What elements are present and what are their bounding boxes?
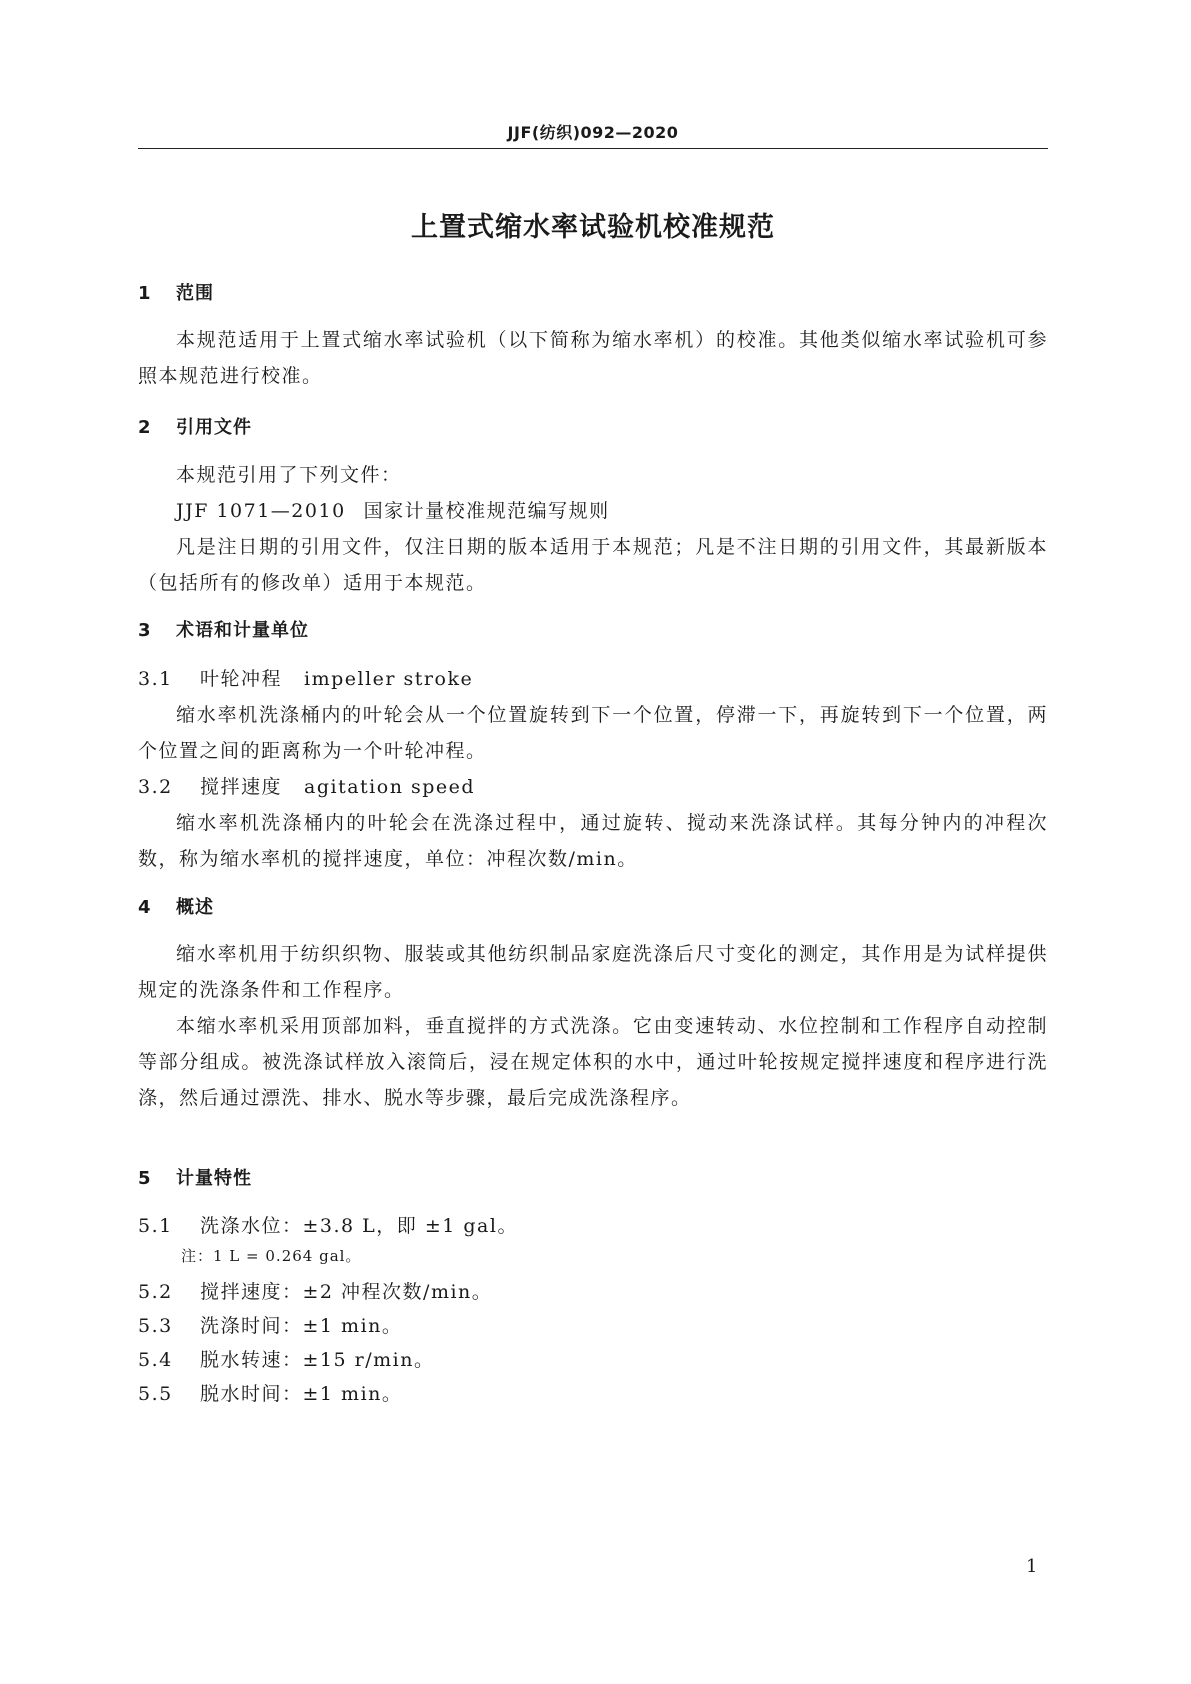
section-number: 5 xyxy=(138,1168,152,1189)
section-title: 引用文件 xyxy=(176,417,252,438)
document-code-header: JJF(纺织)092—2020 xyxy=(507,123,679,142)
item-number: 5.2 xyxy=(138,1281,173,1303)
item-number: 5.4 xyxy=(138,1349,173,1371)
spec-item-5-3 xyxy=(138,1308,1048,1344)
spec-item-5-2 xyxy=(138,1274,1048,1310)
section-4-paragraph-1: 缩水率机用于纺织织物、服装或其他纺织制品家庭洗涤后尺寸变化的测定，其作用是为试样提供规定的洗涤条件和工作程序。 xyxy=(138,943,1048,1001)
section-1-heading xyxy=(138,279,214,305)
section-number: 3 xyxy=(138,620,152,641)
section-title: 范围 xyxy=(176,283,214,304)
section-2-intro: 本规范引用了下列文件： xyxy=(176,464,402,486)
section-4-paragraph-2: 本缩水率机采用顶部加料，垂直搅拌的方式洗涤。它由变速转动、水位控制和工作程序自动控制等部分组成。被洗涤试样放入滚筒后，浸在规定体积的水中，通过叶轮按规定搅拌速度和程序进行洗涤，然后通过漂洗、排水、脱水等步骤，最后完成洗涤程序。 xyxy=(138,1015,1048,1109)
section-number: 2 xyxy=(138,417,152,438)
section-5-heading xyxy=(138,1164,252,1190)
term-number: 3.1 xyxy=(138,668,173,690)
section-title: 术语和计量单位 xyxy=(176,620,309,641)
section-number: 4 xyxy=(138,897,152,918)
section-2-heading xyxy=(138,413,252,439)
document-title: 上置式缩水率试验机校准规范 xyxy=(411,212,775,243)
section-3-heading xyxy=(138,616,309,642)
term-chinese: 叶轮冲程 xyxy=(200,668,283,690)
section-2-paragraph: 凡是注日期的引用文件，仅注日期的版本适用于本规范；凡是不注日期的引用文件，其最新版本（包括所有的修改单）适用于本规范。 xyxy=(138,536,1048,594)
section-title: 概述 xyxy=(176,897,214,918)
header-rule xyxy=(138,148,1048,149)
term-3-1-definition: 缩水率机洗涤桶内的叶轮会从一个位置旋转到下一个位置，停滞一下，再旋转到下一个位置，两个位置之间的距离称为一个叶轮冲程。 xyxy=(138,704,1048,762)
section-1-paragraph: 本规范适用于上置式缩水率试验机（以下简称为缩水率机）的校准。其他类似缩水率试验机可参照本规范进行校准。 xyxy=(138,329,1048,387)
term-3-2 xyxy=(138,769,1048,805)
term-english: impeller stroke xyxy=(304,668,474,690)
spec-note: 注：1 L = 0.264 gal。 xyxy=(181,1247,362,1265)
term-number: 3.2 xyxy=(138,776,173,798)
item-text: 脱水时间：±1 min。 xyxy=(200,1383,403,1405)
term-english: agitation speed xyxy=(304,776,476,798)
item-number: 5.1 xyxy=(138,1215,173,1237)
reference-code: JJF 1071—2010 xyxy=(176,500,346,522)
item-number: 5.3 xyxy=(138,1315,173,1337)
page-number: 1 xyxy=(1026,1556,1038,1577)
item-text: 搅拌速度：±2 冲程次数/min。 xyxy=(200,1281,493,1303)
section-title: 计量特性 xyxy=(176,1168,252,1189)
spec-item-5-4 xyxy=(138,1342,1048,1378)
spec-item-5-1 xyxy=(138,1208,1048,1244)
section-4-heading xyxy=(138,893,214,919)
reference-title: 国家计量校准规范编写规则 xyxy=(363,500,610,522)
item-text: 洗涤时间：±1 min。 xyxy=(200,1315,403,1337)
item-text: 脱水转速：±15 r/min。 xyxy=(200,1349,435,1371)
term-3-1 xyxy=(138,661,1048,697)
section-number: 1 xyxy=(138,283,152,304)
reference-entry xyxy=(176,493,1086,529)
spec-item-5-5 xyxy=(138,1376,1048,1412)
term-chinese: 搅拌速度 xyxy=(200,776,283,798)
item-text: 洗涤水位：±3.8 L，即 ±1 gal。 xyxy=(200,1215,518,1237)
term-3-2-definition: 缩水率机洗涤桶内的叶轮会在洗涤过程中，通过旋转、搅动来洗涤试样。其每分钟内的冲程次数，称为缩水率机的搅拌速度，单位：冲程次数/min。 xyxy=(138,812,1048,870)
item-number: 5.5 xyxy=(138,1383,173,1405)
